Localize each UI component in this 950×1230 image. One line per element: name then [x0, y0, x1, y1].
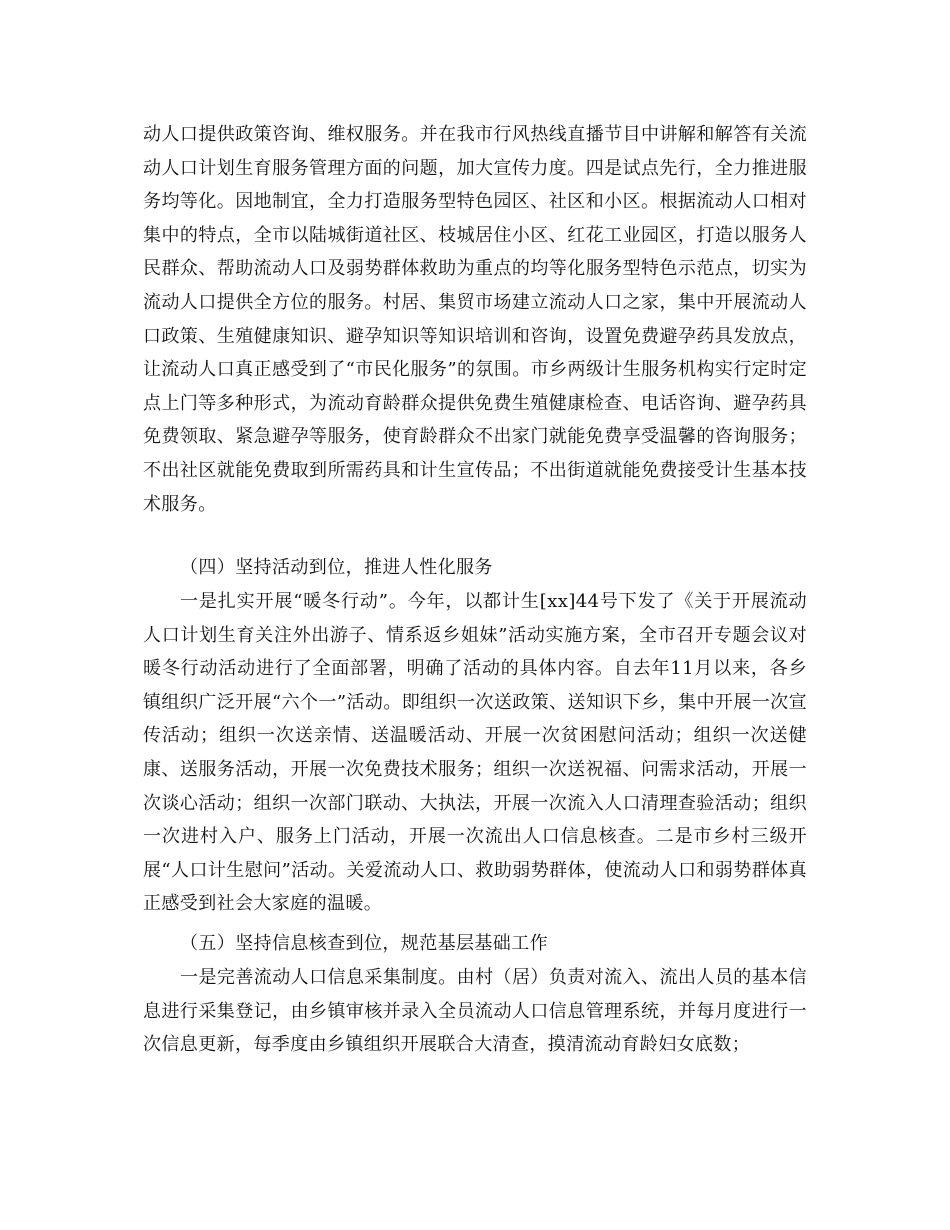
section-heading-5: （五）坚持信息核查到位，规范基层基础工作 [180, 933, 548, 954]
body-paragraph: 一是扎实开展“暖冬行动”。今年，以都计生[xx]44号下发了《关于开展流动人口计划生育关注外出游子、情系返乡姐妹”活动实施方案，全市召开专题会议对暖冬行动活动进行了全面部署，明确了活动的具体内容。自去年11月以来，各乡镇组织广泛开展“六个一”活动。即组织一次送政策、送知识下乡，集中开展一次宣传活动；组织一次送亲情、送温暖活动、开展一次贫困慰问活动；组织一次送健康、送服务活动，开展一次免费技术服务；组织一次送祝福、问需求活动，开展一次谈心活动；组织一次部门联动、大执法，开展一次流入人口清理查验活动；组织一次进村入户、服务上门活动，开展一次流出人口信息核查。二是市乡村三级开展“人口计生慰问”活动。关爱流动人口、救助弱势群体，使流动人口和弱势群体真正感受到社会大家庭的温暖。 [143, 591, 807, 915]
body-paragraph: 动人口提供政策咨询、维权服务。并在我市行风热线直播节目中讲解和解答有关流动人口计划生育服务管理方面的问题，加大宣传力度。四是试点先行，全力推进服务均等化。因地制宜，全力打造服务型特色园区、社区和小区。根据流动人口相对集中的特点，全市以陆城街道社区、枝城居住小区、红花工业园区，打造以服务人民群众、帮助流动人口及弱势群体救助为重点的均等化服务型特色示范点，切实为流动人口提供全方位的服务。村居、集贸市场建立流动人口之家，集中开展流动人口政策、生殖健康知识、避孕知识等知识培训和咨询，设置免费避孕药具发放点，让流动人口真正感受到了“市民化服务”的氛围。市乡两级计生服务机构实行定时定点上门等多种形式，为流动育龄群众提供免费生殖健康检查、电话咨询、避孕药具免费领取、紧急避孕等服务，使育龄群众不出家门就能免费享受温馨的咨询服务；不出社区就能免费取到所需药具和计生宣传品；不出街道就能免费接受计生基本技术服务。 [143, 124, 807, 515]
body-paragraph: 一是完善流动人口信息采集制度。由村（居）负责对流入、流出人员的基本信息进行采集登记，由乡镇审核并录入全员流动人口信息管理系统，并每月度进行一次信息更新，每季度由乡镇组织开展联合大清查，摸清流动育龄妇女底数； [143, 967, 807, 1056]
section-heading-4: （四）坚持活动到位，推进人性化服务 [180, 557, 493, 578]
